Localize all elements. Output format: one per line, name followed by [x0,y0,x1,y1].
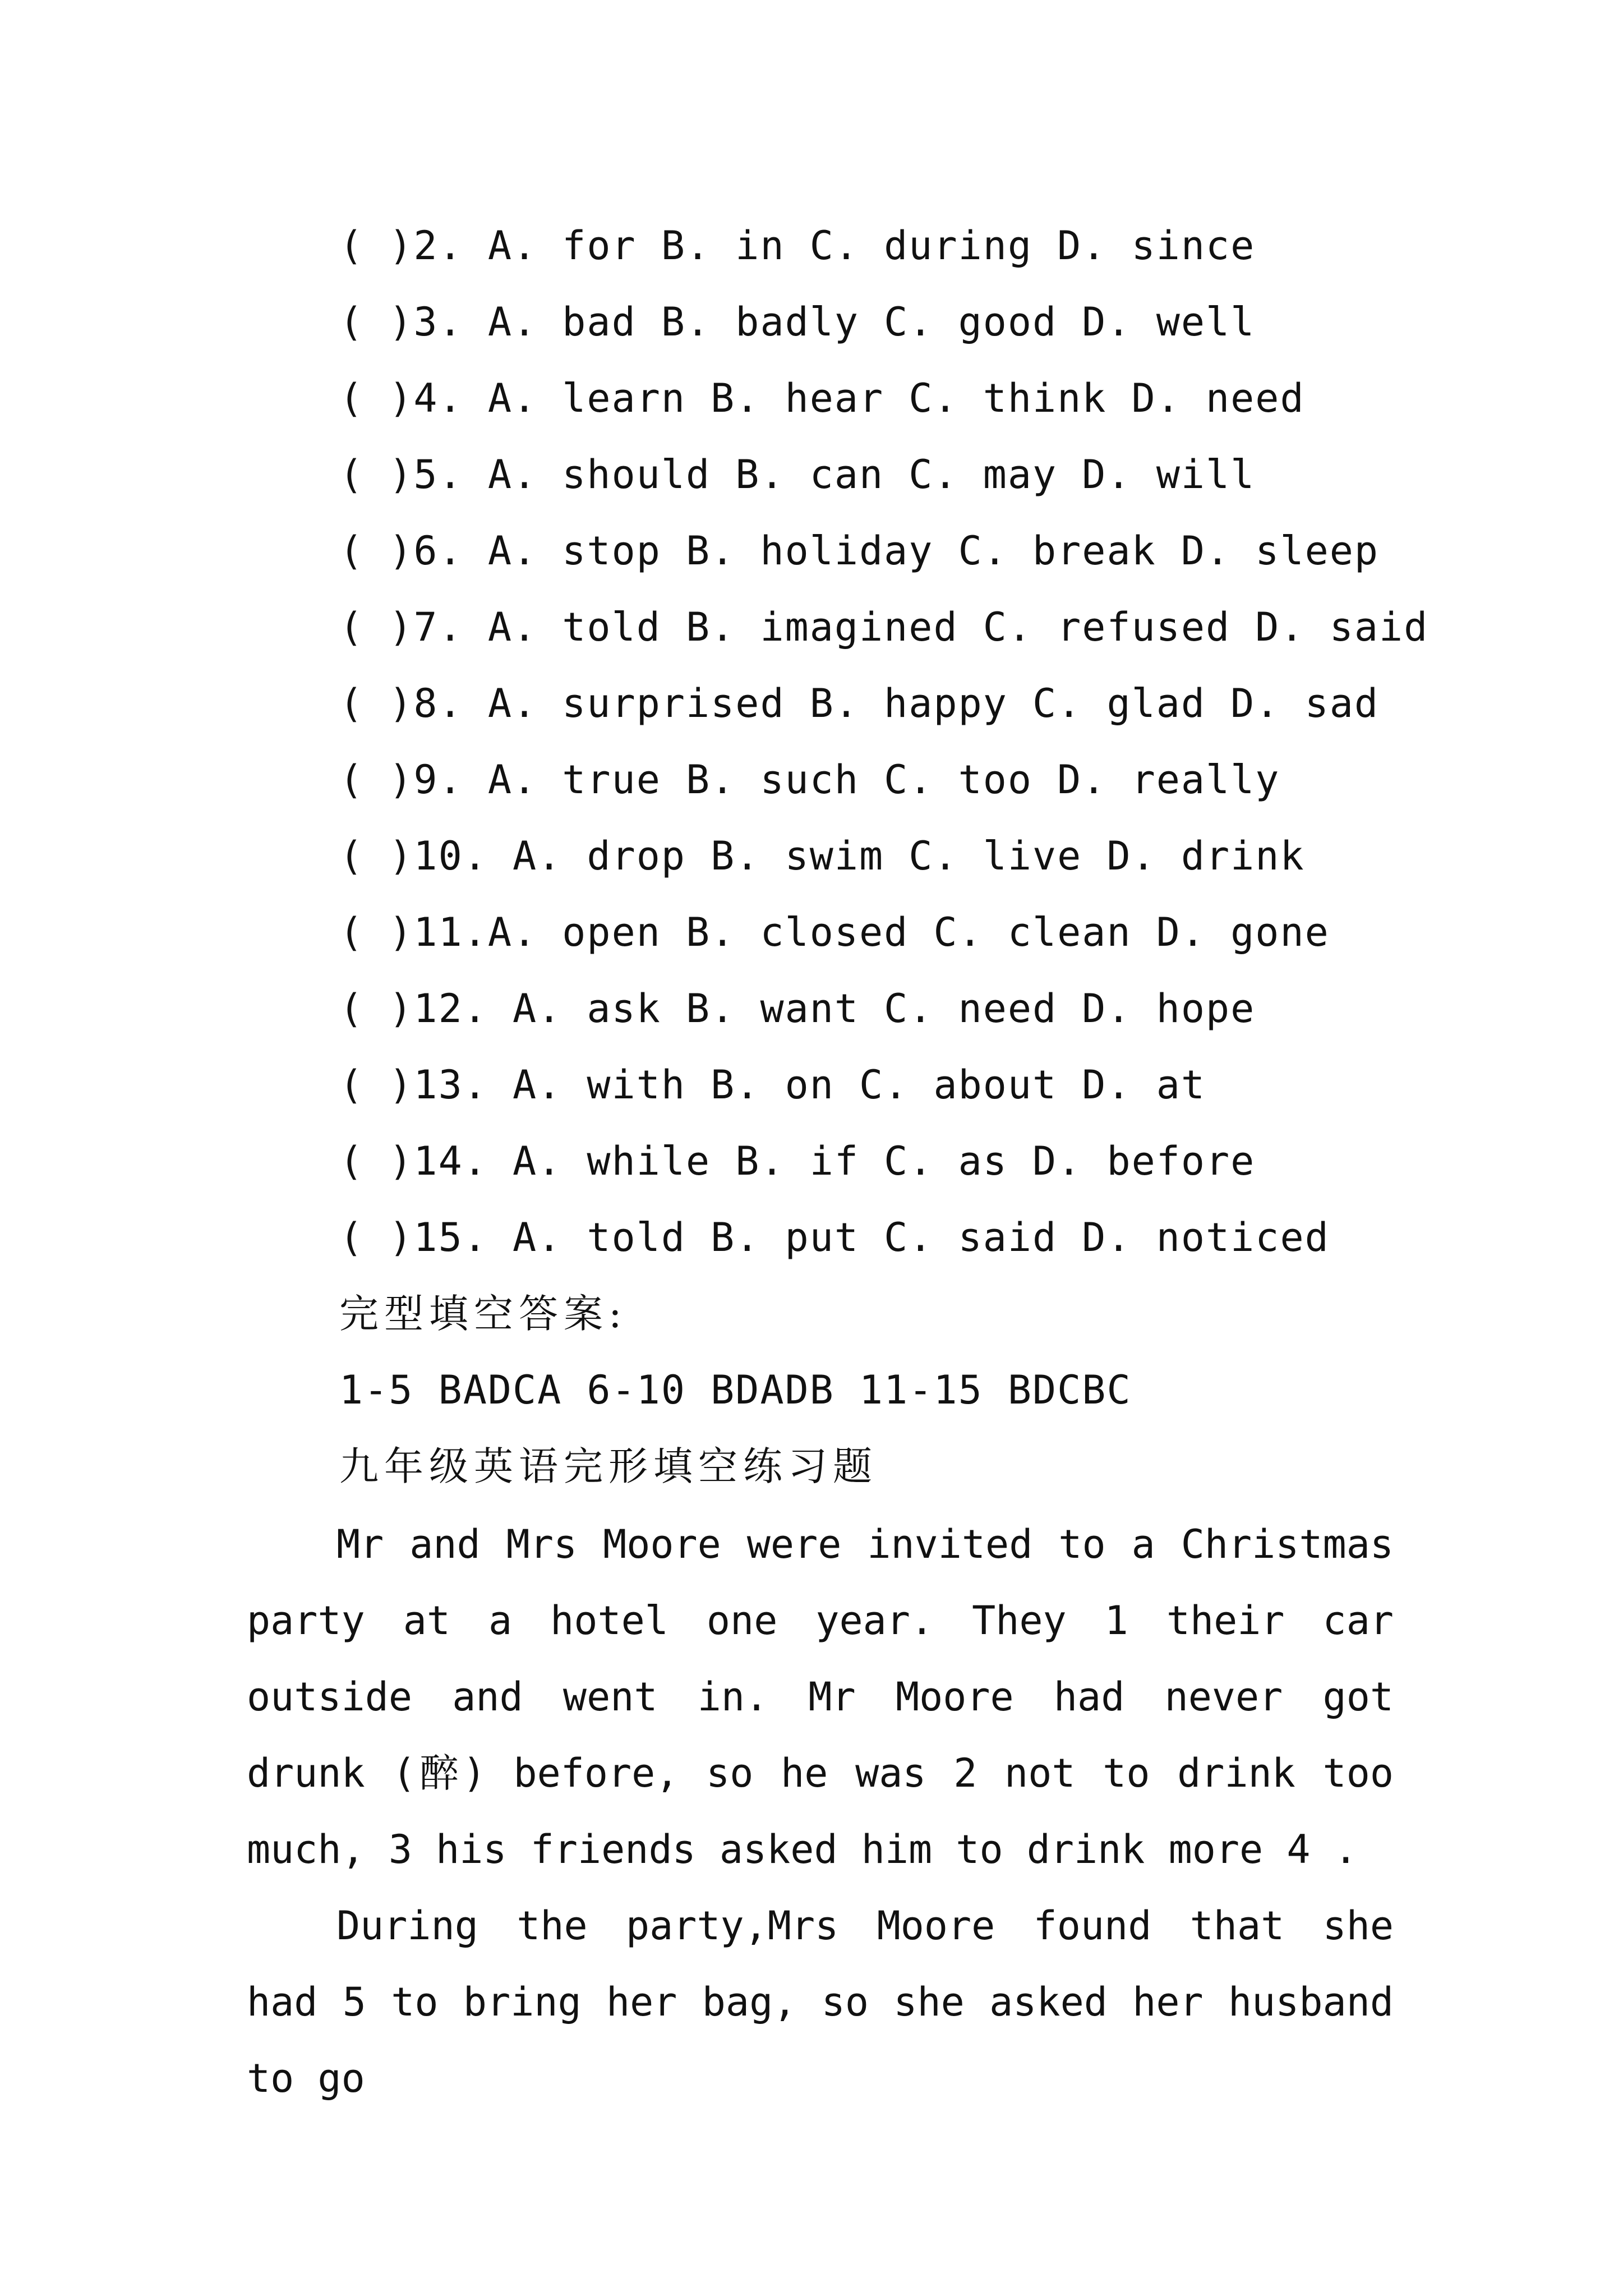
option-line-2: ( )2. A. for B. in C. during D. since [339,223,1256,269]
option-line-7: ( )7. A. told B. imagined C. refused D. said [339,604,1429,650]
passage-paragraph: Mr and Mrs Moore were invited to a Christmas party at a hotel one year. They 1 their car outside and went in. Mr Moore had never got drunk (醉) before, so he was 2 not to drink too much, 3 his friends asked him to drink more 4 . [247,1521,1394,1872]
option-line-8: ( )8. A. surprised B. happy C. glad D. sad [339,680,1380,726]
option-line-5: ( )5. A. should B. can C. may D. will [339,452,1256,498]
option-line-9: ( )9. A. true B. such C. too D. really [339,757,1280,803]
option-line-4: ( )4. A. learn B. hear C. think D. need [339,375,1305,421]
option-line-11: ( )11.A. open B. closed C. clean D. gone [339,909,1330,955]
answers-heading: 完型填空答案: [339,1291,628,1337]
answer-key: 1-5 BADCA 6-10 BDADB 11-15 BDCBC [339,1367,1132,1413]
option-line-12: ( )12. A. ask B. want C. need D. hope [339,986,1256,1032]
option-line-13: ( )13. A. with B. on C. about D. at [339,1062,1206,1108]
option-line-3: ( )3. A. bad B. badly C. good D. well [339,299,1256,345]
option-line-6: ( )6. A. stop B. holiday C. break D. sleep [339,528,1380,574]
option-line-10: ( )10. A. drop B. swim C. live D. drink [339,833,1305,879]
option-line-15: ( )15. A. told B. put C. said D. noticed [339,1214,1330,1260]
option-line-14: ( )14. A. while B. if C. as D. before [339,1138,1256,1184]
section-title: 九年级英语完形填空练习题 [339,1443,878,1489]
passage-paragraph: During the party,Mrs Moore found that she had 5 to bring her bag, so she asked her husband to go [247,1903,1394,2101]
